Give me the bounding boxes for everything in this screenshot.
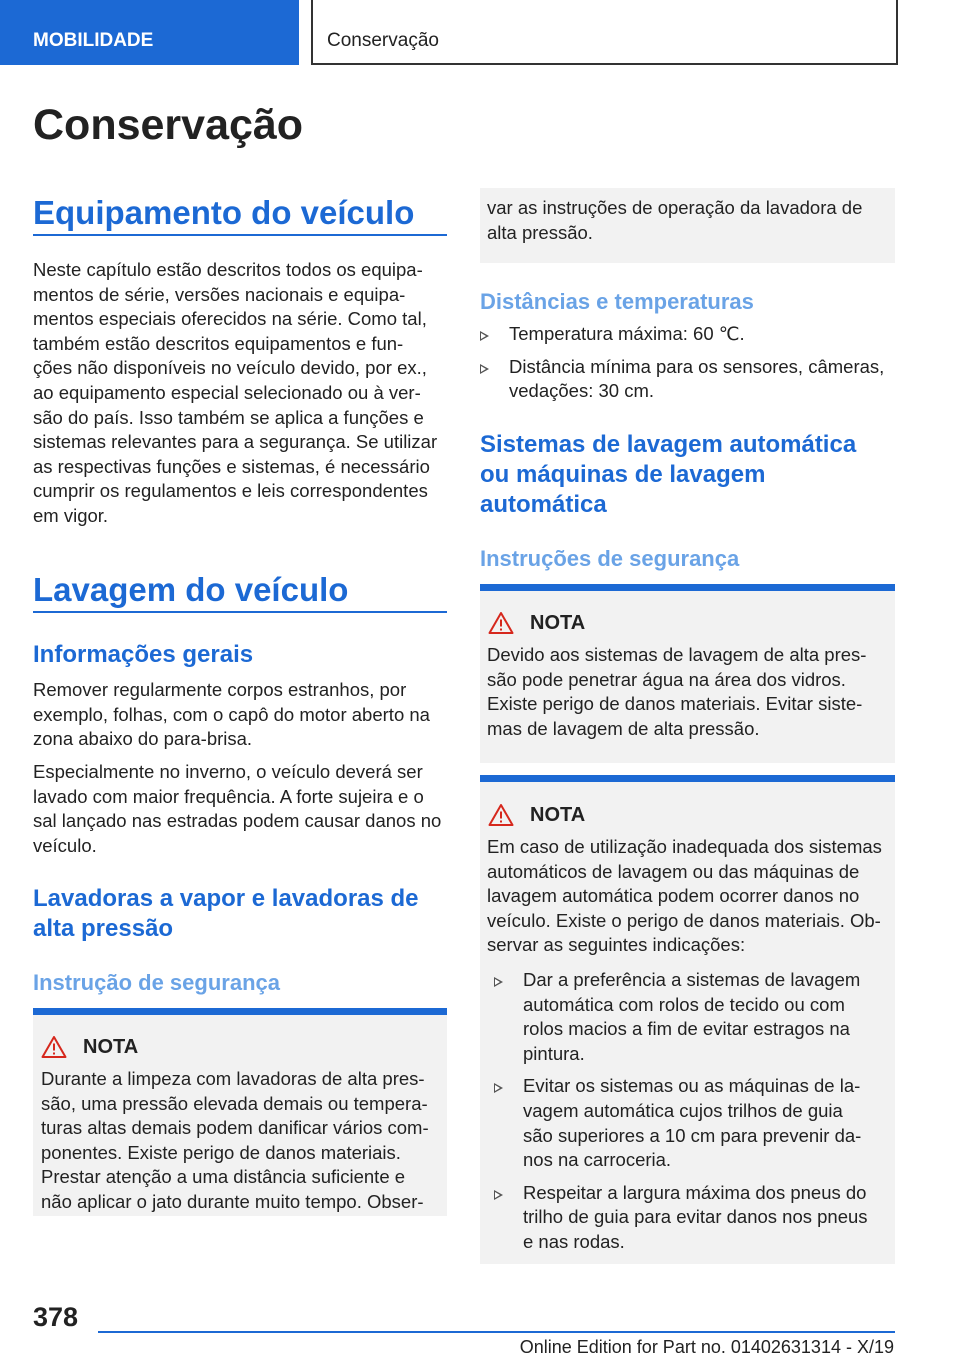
heading-line: automática	[480, 491, 607, 518]
heading-equipamento: Equipamento do veículo	[33, 194, 415, 231]
text-line: lavado com maior frequência. A forte sujeira e o	[33, 785, 424, 807]
text-line: nos na carroceria.	[523, 1149, 672, 1171]
text-line: as respectivas funções e sistemas, é necessário	[33, 455, 430, 477]
text-line: ao equipamento especial selecionado ou à ver-	[33, 381, 421, 403]
distancias-list	[480, 322, 900, 412]
text-line: são pode penetrar água na área dos vidros.	[487, 668, 846, 690]
text-line: zona abaixo do para-brisa.	[33, 728, 253, 750]
bullet-triangle-icon	[480, 331, 489, 341]
text-line: lavagem automática podem ocorrer danos no	[487, 885, 860, 907]
list-item	[480, 355, 900, 404]
text-line: Existe perigo de danos materiais. Evitar siste-	[487, 693, 863, 715]
page-number: 378	[33, 1302, 79, 1332]
list-item	[494, 968, 889, 1066]
footer-rule	[98, 1331, 895, 1333]
text-line: e nas rodas.	[523, 1230, 625, 1252]
text-line: sistemas relevantes para a segurança. Se utilizar	[33, 431, 438, 453]
heading-lavadoras	[33, 884, 419, 944]
section-tab	[0, 0, 299, 65]
text-line: não aplicar o jato durante muito tempo. Obser-	[41, 1190, 424, 1212]
heading-rule	[33, 611, 447, 613]
nota-text	[41, 1067, 447, 1215]
text-line: são superiores a 10 cm para prevenir da-	[523, 1124, 862, 1146]
text-line: sal lançado nas estradas podem causar danos no	[33, 810, 442, 832]
text-line: Devido aos sistemas de lavagem de alta pres-	[487, 644, 867, 665]
warning-icon	[41, 1035, 67, 1059]
text-line: Prestar atenção a uma distância suficiente e	[41, 1166, 406, 1188]
text-line: Durante a limpeza com lavadoras de alta pres-	[41, 1068, 425, 1089]
text-line: Em caso de utilização inadequada dos sistemas	[487, 836, 882, 857]
text-line: Evitar os sistemas ou as máquinas de la-	[523, 1075, 861, 1097]
text-line: veículo.	[33, 834, 97, 856]
text-line: exemplo, folhas, com o capô do motor aberto na	[33, 703, 430, 725]
nota-continuation-text	[487, 196, 893, 245]
nota-text	[487, 643, 893, 741]
text-line: Especialmente no inverno, o veículo deverá ser	[33, 761, 423, 782]
box-accent	[33, 1008, 447, 1015]
text-line: em vigor.	[33, 504, 109, 526]
nota-label: NOTA	[530, 611, 586, 634]
text-line: veículo. Existe o perigo de danos materiais. Ob-	[487, 909, 881, 931]
section-label: MOBILIDADE	[33, 30, 154, 51]
nota-label: NOTA	[83, 1035, 139, 1058]
heading-lavagem: Lavagem do veículo	[33, 571, 349, 608]
info-paragraph-2	[33, 760, 453, 858]
text-line: rolos macios a fim de evitar estragos na	[523, 1018, 850, 1040]
equipamento-paragraph	[33, 258, 453, 529]
box-accent	[480, 775, 895, 782]
text-line: mentos especiais oferecidos na série. Como tal,	[33, 308, 427, 330]
heading-line: Lavadoras a vapor e lavadoras de	[33, 885, 419, 912]
nota-box-left	[33, 1008, 447, 1216]
text-line: Temperatura máxima: 60 ℃.	[509, 323, 745, 344]
warning-icon	[488, 611, 514, 635]
heading-informacoes: Informações gerais	[33, 641, 254, 668]
chapter-label: Conservação	[327, 30, 439, 51]
text-line: são do país. Isso também se aplica a funções e	[33, 406, 424, 428]
text-line: pintura.	[523, 1042, 585, 1064]
nota-header	[41, 1035, 138, 1059]
box-accent	[480, 584, 895, 591]
heading-line: Sistemas de lavagem automática	[480, 431, 857, 458]
nota-list	[494, 968, 889, 1263]
bullet-triangle-icon	[494, 1190, 503, 1200]
text-line: turas altas demais podem danificar vários com-	[41, 1117, 429, 1139]
nota-continuation-box	[480, 188, 895, 263]
list-item	[480, 322, 900, 347]
text-line: automática com rolos de tecido ou com	[523, 993, 845, 1015]
heading-line: alta pressão	[33, 915, 174, 942]
text-line: são, uma pressão elevada demais ou tempera-	[41, 1092, 428, 1114]
nota-header	[488, 611, 585, 635]
text-line: vagem automática cujos trilhos de guia	[523, 1099, 843, 1121]
nota-text	[487, 835, 893, 958]
text-line: alta pressão.	[487, 221, 593, 243]
text-line: Distância mínima para os sensores, câmeras,	[509, 355, 885, 377]
heading-instrucoes: Instruções de segurança	[480, 546, 740, 571]
chapter-tab	[311, 0, 898, 65]
text-line: servar as seguintes indicações:	[487, 934, 746, 956]
bullet-triangle-icon	[494, 1083, 503, 1093]
text-line: var as instruções de operação da lavadora de	[487, 197, 863, 218]
text-line: ções não disponíveis no veículo devido, por ex.,	[33, 357, 427, 379]
text-line: cumprir os regulamentos e leis correspondentes	[33, 480, 428, 502]
list-item	[494, 1181, 889, 1255]
text-line: mas de lavagem de alta pressão.	[487, 717, 760, 739]
nota-label: NOTA	[530, 803, 586, 826]
text-line: Dar a preferência a sistemas de lavagem	[523, 969, 861, 990]
heading-sistemas	[480, 430, 856, 520]
page-title: Conservação	[33, 101, 304, 149]
text-line: Respeitar a largura máxima dos pneus do	[523, 1181, 867, 1203]
text-line: automáticos de lavagem ou das máquinas de	[487, 860, 860, 882]
bullet-triangle-icon	[480, 364, 489, 374]
heading-distancias: Distâncias e temperaturas	[480, 289, 754, 314]
list-item	[494, 1074, 889, 1172]
info-paragraph-1	[33, 678, 453, 752]
bullet-triangle-icon	[494, 977, 503, 987]
text-line: trilho de guia para evitar danos nos pneus	[523, 1206, 868, 1228]
text-line: Neste capítulo estão descritos todos os equipa-	[33, 259, 423, 280]
heading-rule	[33, 234, 447, 236]
nota-box-right-1	[480, 584, 895, 763]
nota-box-right-2	[480, 775, 895, 1264]
heading-instrucao: Instrução de segurança	[33, 970, 280, 995]
text-line: também estão descritos equipamentos e fun-	[33, 332, 404, 354]
heading-line: ou máquinas de lavagem	[480, 461, 766, 488]
text-line: mentos de série, versões nacionais e equipa-	[33, 283, 406, 305]
warning-icon	[488, 803, 514, 827]
edition-note: Online Edition for Part no. 01402631314 - X/19	[519, 1337, 894, 1357]
text-line: vedações: 30 cm.	[509, 380, 654, 402]
text-line: Remover regularmente corpos estranhos, por	[33, 679, 407, 700]
nota-header	[488, 803, 585, 827]
text-line: ponentes. Existe perigo de danos materiais.	[41, 1141, 401, 1163]
